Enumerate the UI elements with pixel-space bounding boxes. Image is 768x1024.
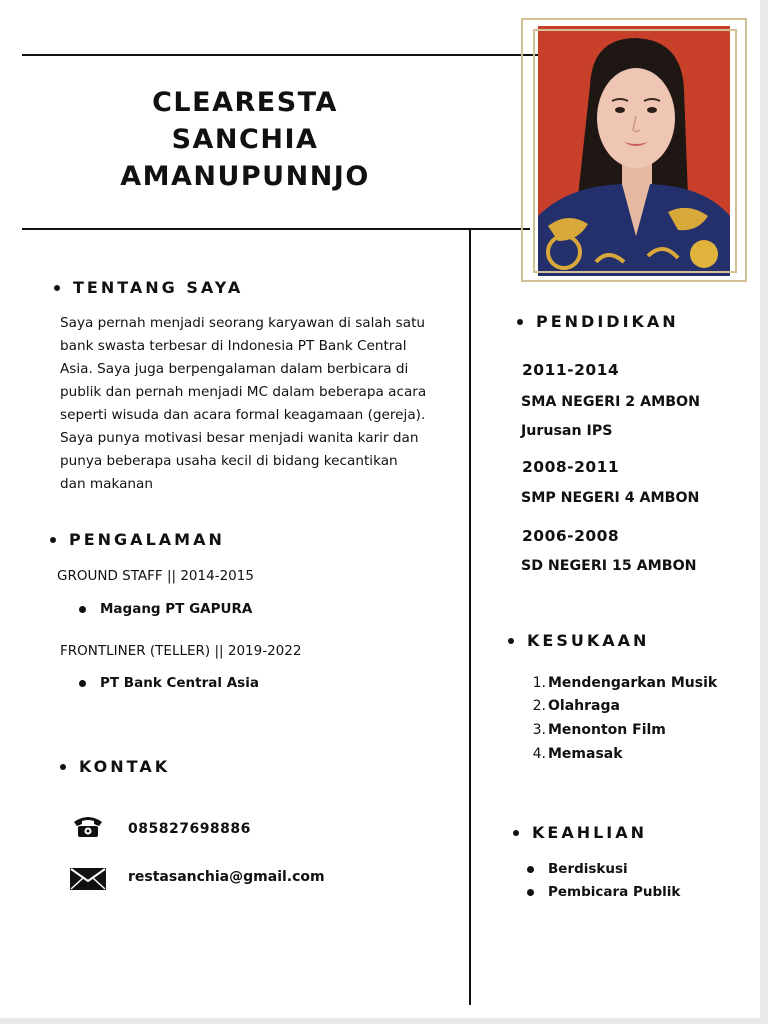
- hobby-label: Memasak: [548, 746, 623, 762]
- name-line-3: AMANUPUNNJO: [120, 161, 370, 192]
- contact-heading-label: KONTAK: [79, 757, 171, 776]
- hobby-item: [532, 722, 666, 738]
- name-line-1: CLEARESTA: [152, 87, 338, 118]
- education-school: SMA NEGERI 2 AMBON: [521, 394, 700, 410]
- top-rule: [22, 54, 538, 56]
- heading-dot: [508, 638, 514, 644]
- hobby-label: Mendengarkan Musik: [548, 675, 718, 691]
- about-line: Saya pernah menjadi seorang karyawan di salah satu: [60, 315, 426, 331]
- about-line: seperti wisuda dan acara formal keagamaan (gereja).: [60, 407, 426, 423]
- about-paragraph: [60, 312, 452, 496]
- job-place-label: Magang PT GAPURA: [100, 601, 253, 617]
- about-line: publik dan pernah menjadi MC dalam beberapa acara: [60, 384, 427, 400]
- about-heading: [54, 278, 243, 297]
- bullet: [527, 889, 534, 896]
- full-name: [90, 84, 400, 195]
- skills-heading: [513, 823, 647, 842]
- hobby-item: [532, 698, 620, 714]
- heading-dot: [50, 537, 56, 543]
- heading-dot: [517, 319, 523, 325]
- education-years: 2008-2011: [522, 458, 620, 476]
- header-bottom-rule: [22, 228, 530, 230]
- education-detail: Jurusan IPS: [521, 423, 613, 439]
- job-place: [79, 675, 259, 691]
- hobbies-heading: [508, 631, 649, 650]
- hobby-number: 4.: [532, 746, 546, 762]
- about-line: Saya punya motivasi besar menjadi wanita karir dan: [60, 430, 419, 446]
- job-role: GROUND STAFF || 2014-2015: [57, 568, 254, 584]
- experience-heading: [50, 530, 225, 549]
- education-years: 2006-2008: [522, 527, 620, 545]
- skill-item: [527, 861, 628, 877]
- education-school: SMP NEGERI 4 AMBON: [521, 490, 700, 506]
- hobby-number: 1.: [532, 675, 546, 691]
- about-line: Asia. Saya juga berpengalaman dalam berbicara di: [60, 361, 409, 377]
- name-line-2: SANCHIA: [171, 124, 319, 155]
- skill-label: Berdiskusi: [548, 861, 628, 877]
- photo-frame-inner: [533, 29, 737, 273]
- email-address: restasanchia@gmail.com: [128, 869, 325, 885]
- hobby-number: 3.: [532, 722, 546, 738]
- bullet: [79, 606, 86, 613]
- hobby-item: [532, 675, 717, 691]
- hobbies-heading-label: KESUKAAN: [527, 631, 650, 650]
- heading-dot: [513, 830, 519, 836]
- education-years: 2011-2014: [522, 361, 620, 379]
- column-divider: [469, 229, 471, 1005]
- about-line: punya beberapa usaha kecil di bidang kecantikan: [60, 453, 398, 469]
- bullet: [527, 866, 534, 873]
- skill-label: Pembicara Publik: [548, 884, 681, 900]
- job-place-label: PT Bank Central Asia: [100, 675, 259, 691]
- about-heading-label: TENTANG SAYA: [73, 278, 244, 297]
- hobby-item: [532, 746, 623, 762]
- contact-heading: [60, 757, 170, 776]
- hobby-label: Olahraga: [548, 698, 620, 714]
- heading-dot: [60, 764, 66, 770]
- heading-dot: [54, 285, 60, 291]
- job-place: [79, 601, 252, 617]
- about-line: dan makanan: [60, 476, 153, 492]
- hobby-label: Menonton Film: [548, 722, 666, 738]
- about-line: bank swasta terbesar di Indonesia PT Bank Central: [60, 338, 407, 354]
- skills-heading-label: KEAHLIAN: [532, 823, 648, 842]
- bullet: [79, 680, 86, 687]
- education-heading-label: PENDIDIKAN: [536, 312, 679, 331]
- education-school: SD NEGERI 15 AMBON: [521, 558, 697, 574]
- job-role: FRONTLINER (TELLER) || 2019-2022: [60, 643, 302, 659]
- telephone-icon: [72, 814, 104, 838]
- phone-number: 085827698886: [128, 821, 251, 837]
- education-heading: [517, 312, 679, 331]
- hobby-number: 2.: [532, 698, 546, 714]
- envelope-icon: [70, 868, 106, 890]
- skill-item: [527, 884, 680, 900]
- experience-heading-label: PENGALAMAN: [69, 530, 225, 549]
